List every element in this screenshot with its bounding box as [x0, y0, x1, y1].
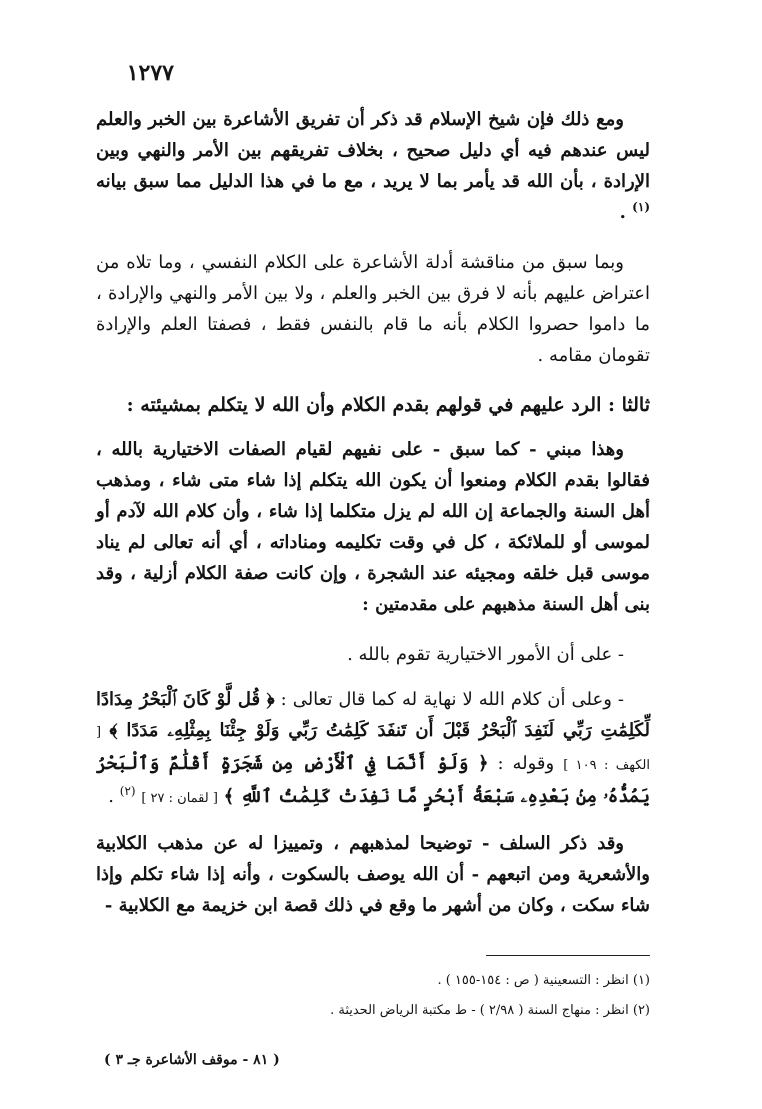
footnote-2: (٢) انظر : منهاج السنة ( ٢/٩٨ ) - ط مكتبة الرياض الحديثة . — [330, 1003, 650, 1018]
paragraph-intro — [96, 104, 650, 228]
main-text — [96, 104, 650, 940]
page-number: ١٢٧٧ — [126, 60, 174, 86]
section-heading: ثالثا : الرد عليهم في قولهم بقدم الكلام وأن الله لا يتكلم بمشيئته : — [126, 394, 650, 416]
premise-two-intro: - وعلى أن كلام الله لا نهاية له كما قال تعالى : — [280, 689, 624, 710]
footnote-ref-1: (١) — [632, 200, 650, 214]
footnote-1: (١) انظر : التسعينية ( ص : ١٥٤-١٥٥ ) . — [437, 973, 650, 988]
paragraph-doctrine: وهذا مبني - كما سبق - على نفيهم لقيام الصفات الاختيارية بالله ، فقالوا بقدم الكلام ومنعوا أن يكون الله يتكلم إذا شاء متى شاء ، ومذهب أهل السنة والجماعة إن الله لم يزل متكلما إذا شاء ، وأن كلام الله لآدم أو لموسى أو للملائكة ، كل في وقت تكليمه ومناداته ، أي أنه تعالى لم يناد موسى قبل خلقه ومجيئه عند الشجرة ، وإن كانت صفة الكلام أزلية ، وقد بنى أهل السنة مذهبهم على مقدمتين : — [96, 439, 650, 615]
paragraph-intro-end: . — [619, 202, 633, 223]
paragraph-summary: وبما سبق من مناقشة أدلة الأشاعرة على الكلام النفسي ، وما تلاه من اعتراض عليهم بأنه لا فرق بين الخبر والعلم ، ولا بين الأمر والنهي والإرادة ، ما داموا حصروا الكلام بأنه ما قام بالنفس فقط ، فصفتا العلم والإرادة تقومان مقامه . — [96, 252, 650, 366]
footnote-separator — [486, 955, 650, 956]
verse-reference-kahf: [ الكهف : ١٠٩ ] — [96, 725, 650, 773]
premise-one: - على أن الأمور الاختيارية تقوم بالله . — [347, 644, 624, 665]
footnotes — [200, 966, 650, 1026]
paragraph-intro-text: ومع ذلك فإن شيخ الإسلام قد ذكر أن تفريق الأشاعرة بين الخبر والعلم ليس عندهم فيه أي دليل صحيح ، بخلاف تفريقهم بين الأمر والنهي وبين الإرادة ، بأن الله قد يأمر بما لا يريد ، مع ما في هذا الدليل مما سبق بيانه — [96, 109, 650, 192]
quran-verse-kahf: ﴿ قُل لَّوْ كَانَ ٱلْبَحْرُ مِدَادًا لِّكَلِمَٰتِ رَبِّي لَنَفِدَ ٱلْبَحْرُ قَبْلَ أَن تَنفَدَ كَلِمَٰتُ رَبِّي وَلَوْ جِئْنَا بِمِثْلِهِۦ مَدَدًا ﴾ — [96, 689, 650, 741]
paragraph-salaf: وقد ذكر السلف - توضيحا لمذهبهم ، وتمييزا له عن مذهب الكلابية والأشعرية ومن اتبعهم - أن الله يوصف بالسكوت ، وأنه إذا شاء تكلم وإذا شاء سكت ، وكان من أشهر ما وقع في ذلك قصة ابن خزيمة مع الكلابية - — [96, 833, 650, 916]
footnote-ref-2: (٢) — [119, 784, 136, 798]
premise-two-end: . — [108, 786, 120, 807]
and-his-saying: وقوله : — [497, 753, 555, 774]
premise-two — [96, 684, 650, 814]
quran-verse-luqman: ﴿ وَلَوْ أَنَّمَا فِي ٱلْأَرْضِ مِن شَجَرَةٍ أَقْلَٰمٌ وَٱلْبَحْرُ يَمُدُّهُۥ مِنۢ بَعْدِهِۦ سَبْعَةُ أَبْحُرٍ مَّا نَفِدَتْ كَلِمَٰتُ ٱللَّهِ ﴾ — [96, 753, 650, 807]
signature-mark: ( ٨١ - موقف الأشاعرة جـ ٣ ) — [104, 1052, 280, 1068]
verse-reference-luqman: [ لقمان : ٢٧ ] — [141, 791, 218, 806]
